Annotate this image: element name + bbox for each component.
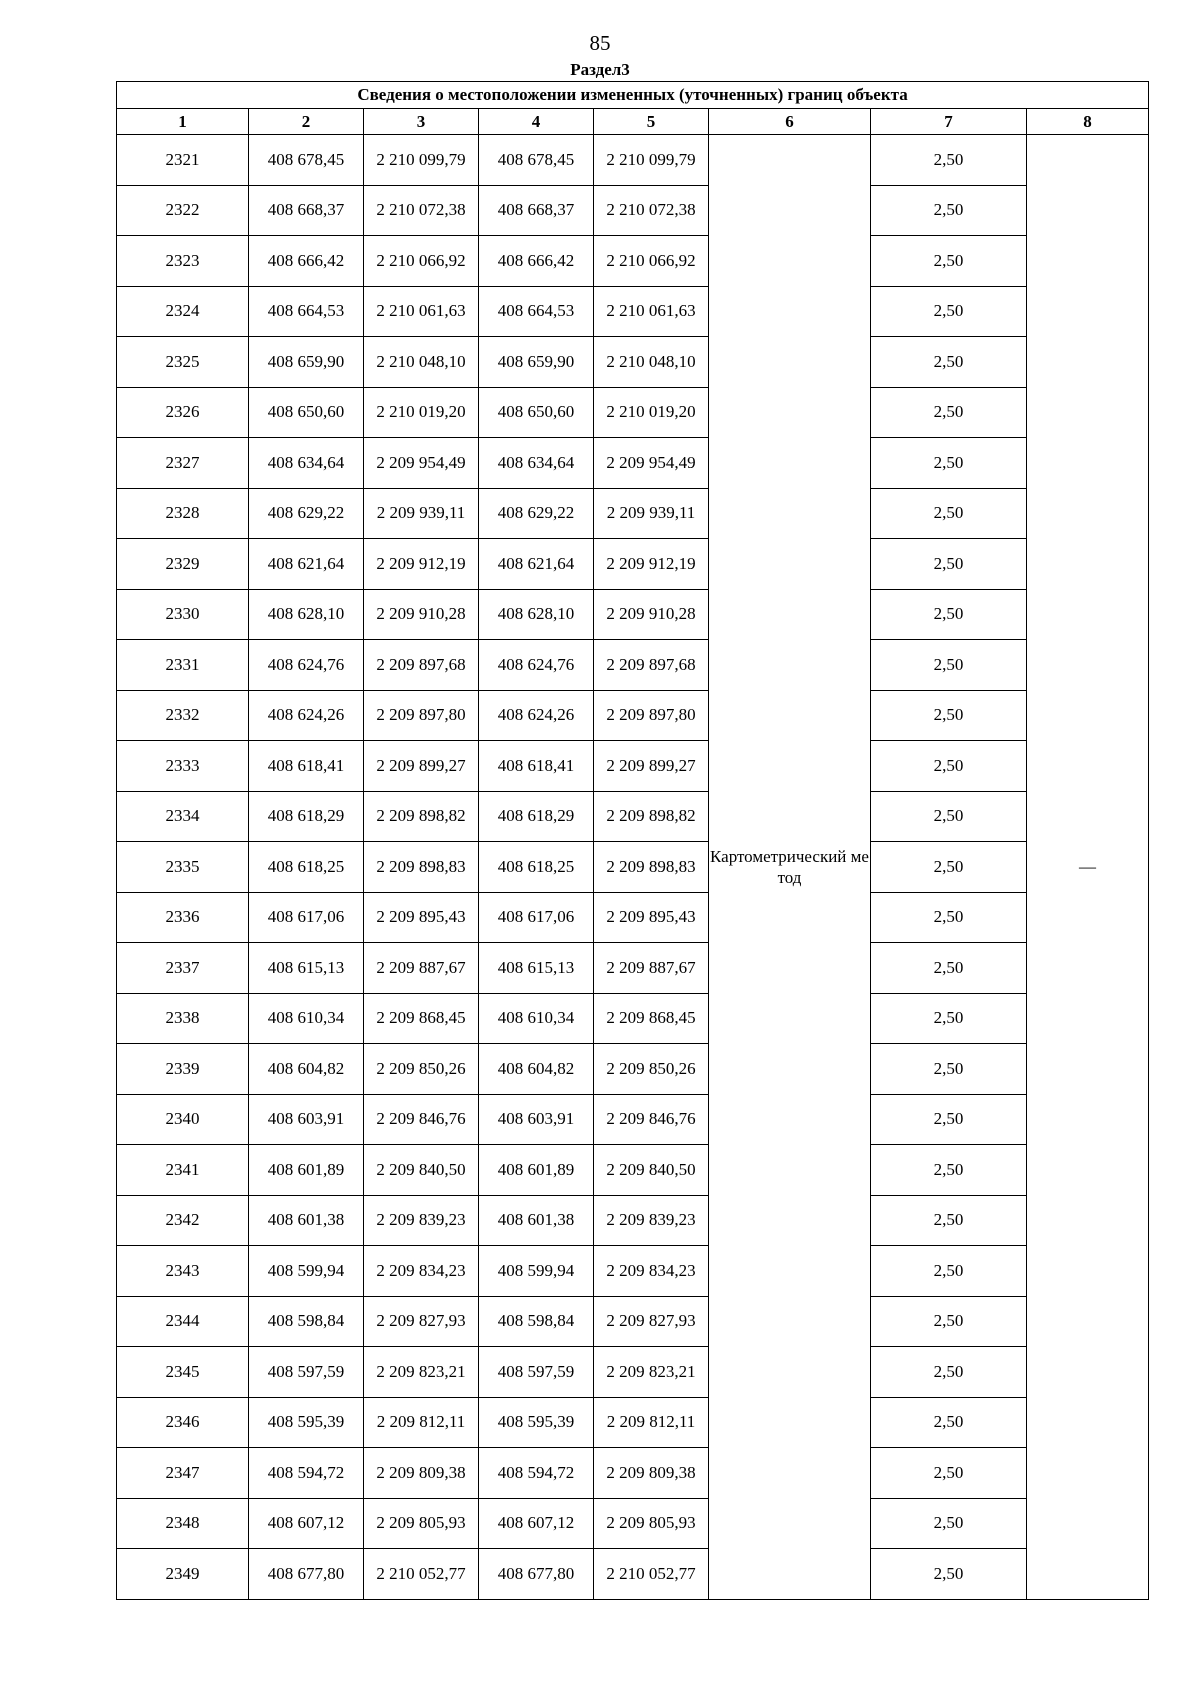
- table-row: [117, 1195, 1149, 1246]
- x-old-cell: 408 604,82: [249, 1044, 364, 1095]
- point-number-cell: 2324: [117, 286, 249, 337]
- x-old-cell: 408 668,37: [249, 185, 364, 236]
- x-old-cell: 408 595,39: [249, 1397, 364, 1448]
- x-old-cell: 408 601,89: [249, 1145, 364, 1196]
- column-header-3: 3: [364, 109, 479, 135]
- section-title: Раздел3: [570, 60, 630, 79]
- point-number-cell: 2335: [117, 842, 249, 893]
- accuracy-cell: 2,50: [871, 943, 1027, 994]
- x-new-cell: 408 621,64: [479, 539, 594, 590]
- accuracy-cell: 2,50: [871, 337, 1027, 388]
- accuracy-cell: 2,50: [871, 236, 1027, 287]
- y-old-cell: 2 209 898,82: [364, 791, 479, 842]
- x-old-cell: 408 603,91: [249, 1094, 364, 1145]
- accuracy-cell: 2,50: [871, 1195, 1027, 1246]
- x-new-cell: 408 601,38: [479, 1195, 594, 1246]
- page-number: 85: [589, 31, 611, 55]
- column-header-2: 2: [249, 109, 364, 135]
- table-row: [117, 741, 1149, 792]
- accuracy-cell: 2,50: [871, 286, 1027, 337]
- y-new-cell: 2 209 898,82: [594, 791, 709, 842]
- x-old-cell: 408 659,90: [249, 337, 364, 388]
- accuracy-cell: 2,50: [871, 539, 1027, 590]
- x-new-cell: 408 615,13: [479, 943, 594, 994]
- x-new-cell: 408 604,82: [479, 1044, 594, 1095]
- x-new-cell: 408 666,42: [479, 236, 594, 287]
- y-new-cell: 2 210 066,92: [594, 236, 709, 287]
- table-row: [117, 640, 1149, 691]
- x-old-cell: 408 618,41: [249, 741, 364, 792]
- table-row: [117, 438, 1149, 489]
- x-old-cell: 408 599,94: [249, 1246, 364, 1297]
- y-new-cell: 2 210 072,38: [594, 185, 709, 236]
- y-new-cell: 2 209 823,21: [594, 1347, 709, 1398]
- accuracy-cell: 2,50: [871, 892, 1027, 943]
- column-header-7: 7: [871, 109, 1027, 135]
- point-number-cell: 2341: [117, 1145, 249, 1196]
- x-new-cell: 408 617,06: [479, 892, 594, 943]
- table-row: [117, 1296, 1149, 1347]
- point-number-cell: 2328: [117, 488, 249, 539]
- x-old-cell: 408 601,38: [249, 1195, 364, 1246]
- y-old-cell: 2 209 868,45: [364, 993, 479, 1044]
- y-new-cell: 2 209 839,23: [594, 1195, 709, 1246]
- y-old-cell: 2 209 850,26: [364, 1044, 479, 1095]
- x-new-cell: 408 603,91: [479, 1094, 594, 1145]
- y-old-cell: 2 210 048,10: [364, 337, 479, 388]
- y-new-cell: 2 209 812,11: [594, 1397, 709, 1448]
- accuracy-cell: 2,50: [871, 741, 1027, 792]
- method-cell: Картометрический метод: [709, 135, 871, 1600]
- y-old-cell: 2 209 805,93: [364, 1498, 479, 1549]
- table-row: [117, 387, 1149, 438]
- y-old-cell: 2 209 899,27: [364, 741, 479, 792]
- y-old-cell: 2 209 823,21: [364, 1347, 479, 1398]
- accuracy-cell: 2,50: [871, 640, 1027, 691]
- x-old-cell: 408 634,64: [249, 438, 364, 489]
- table-row: [117, 1094, 1149, 1145]
- table-body: [117, 135, 1149, 1600]
- x-old-cell: 408 594,72: [249, 1448, 364, 1499]
- table-row: [117, 1145, 1149, 1196]
- x-new-cell: 408 597,59: [479, 1347, 594, 1398]
- x-new-cell: 408 618,29: [479, 791, 594, 842]
- accuracy-cell: 2,50: [871, 1397, 1027, 1448]
- point-number-cell: 2336: [117, 892, 249, 943]
- x-new-cell: 408 634,64: [479, 438, 594, 489]
- x-old-cell: 408 677,80: [249, 1549, 364, 1600]
- point-number-cell: 2332: [117, 690, 249, 741]
- table-row: [117, 488, 1149, 539]
- x-old-cell: 408 615,13: [249, 943, 364, 994]
- x-old-cell: 408 621,64: [249, 539, 364, 590]
- point-number-cell: 2323: [117, 236, 249, 287]
- y-old-cell: 2 209 897,80: [364, 690, 479, 741]
- table-row: [117, 842, 1149, 893]
- accuracy-cell: 2,50: [871, 1044, 1027, 1095]
- column-header-6: 6: [709, 109, 871, 135]
- x-old-cell: 408 597,59: [249, 1347, 364, 1398]
- table-row: [117, 690, 1149, 741]
- table-row: [117, 185, 1149, 236]
- x-old-cell: 408 617,06: [249, 892, 364, 943]
- accuracy-cell: 2,50: [871, 1296, 1027, 1347]
- x-new-cell: 408 624,76: [479, 640, 594, 691]
- accuracy-cell: 2,50: [871, 1145, 1027, 1196]
- point-number-cell: 2331: [117, 640, 249, 691]
- x-old-cell: 408 629,22: [249, 488, 364, 539]
- x-new-cell: 408 610,34: [479, 993, 594, 1044]
- accuracy-cell: 2,50: [871, 791, 1027, 842]
- x-new-cell: 408 618,25: [479, 842, 594, 893]
- accuracy-cell: 2,50: [871, 1246, 1027, 1297]
- x-new-cell: 408 601,89: [479, 1145, 594, 1196]
- table-row: [117, 539, 1149, 590]
- point-number-cell: 2342: [117, 1195, 249, 1246]
- x-new-cell: 408 599,94: [479, 1246, 594, 1297]
- accuracy-cell: 2,50: [871, 1094, 1027, 1145]
- x-old-cell: 408 618,25: [249, 842, 364, 893]
- table-row: [117, 1549, 1149, 1600]
- column-header-8: 8: [1027, 109, 1149, 135]
- y-old-cell: 2 210 099,79: [364, 135, 479, 186]
- y-new-cell: 2 209 827,93: [594, 1296, 709, 1347]
- x-old-cell: 408 624,76: [249, 640, 364, 691]
- point-number-cell: 2339: [117, 1044, 249, 1095]
- x-old-cell: 408 618,29: [249, 791, 364, 842]
- table-row: [117, 1498, 1149, 1549]
- point-number-cell: 2340: [117, 1094, 249, 1145]
- y-old-cell: 2 209 895,43: [364, 892, 479, 943]
- table-row: [117, 589, 1149, 640]
- point-number-cell: 2337: [117, 943, 249, 994]
- y-new-cell: 2 209 897,80: [594, 690, 709, 741]
- table-row: [117, 337, 1149, 388]
- x-new-cell: 408 594,72: [479, 1448, 594, 1499]
- y-new-cell: 2 209 954,49: [594, 438, 709, 489]
- point-number-cell: 2346: [117, 1397, 249, 1448]
- point-number-cell: 2349: [117, 1549, 249, 1600]
- accuracy-cell: 2,50: [871, 993, 1027, 1044]
- table-row: [117, 892, 1149, 943]
- x-old-cell: 408 666,42: [249, 236, 364, 287]
- y-new-cell: 2 210 019,20: [594, 387, 709, 438]
- x-old-cell: 408 598,84: [249, 1296, 364, 1347]
- y-new-cell: 2 209 846,76: [594, 1094, 709, 1145]
- accuracy-cell: 2,50: [871, 842, 1027, 893]
- point-number-cell: 2333: [117, 741, 249, 792]
- y-new-cell: 2 209 939,11: [594, 488, 709, 539]
- point-number-cell: 2326: [117, 387, 249, 438]
- x-new-cell: 408 595,39: [479, 1397, 594, 1448]
- y-new-cell: 2 209 887,67: [594, 943, 709, 994]
- accuracy-cell: 2,50: [871, 690, 1027, 741]
- accuracy-cell: 2,50: [871, 1448, 1027, 1499]
- table-caption-row: [117, 82, 1149, 109]
- y-old-cell: 2 210 019,20: [364, 387, 479, 438]
- x-new-cell: 408 629,22: [479, 488, 594, 539]
- point-number-cell: 2322: [117, 185, 249, 236]
- table-row: [117, 943, 1149, 994]
- y-new-cell: 2 209 910,28: [594, 589, 709, 640]
- y-old-cell: 2 210 066,92: [364, 236, 479, 287]
- x-new-cell: 408 618,41: [479, 741, 594, 792]
- y-new-cell: 2 209 899,27: [594, 741, 709, 792]
- x-old-cell: 408 650,60: [249, 387, 364, 438]
- table-row: [117, 993, 1149, 1044]
- y-new-cell: 2 209 840,50: [594, 1145, 709, 1196]
- y-old-cell: 2 209 887,67: [364, 943, 479, 994]
- table-row: [117, 1448, 1149, 1499]
- point-number-cell: 2321: [117, 135, 249, 186]
- y-new-cell: 2 210 099,79: [594, 135, 709, 186]
- y-old-cell: 2 209 910,28: [364, 589, 479, 640]
- point-number-cell: 2334: [117, 791, 249, 842]
- column-header-5: 5: [594, 109, 709, 135]
- y-old-cell: 2 209 812,11: [364, 1397, 479, 1448]
- y-old-cell: 2 209 846,76: [364, 1094, 479, 1145]
- column8-cell: —: [1027, 135, 1149, 1600]
- table-row: [117, 286, 1149, 337]
- accuracy-cell: 2,50: [871, 387, 1027, 438]
- accuracy-cell: 2,50: [871, 589, 1027, 640]
- y-new-cell: 2 209 897,68: [594, 640, 709, 691]
- x-old-cell: 408 607,12: [249, 1498, 364, 1549]
- accuracy-cell: 2,50: [871, 1549, 1027, 1600]
- table-row: [117, 236, 1149, 287]
- x-old-cell: 408 624,26: [249, 690, 364, 741]
- x-new-cell: 408 664,53: [479, 286, 594, 337]
- y-old-cell: 2 209 839,23: [364, 1195, 479, 1246]
- y-old-cell: 2 209 897,68: [364, 640, 479, 691]
- column-header-1: 1: [117, 109, 249, 135]
- y-new-cell: 2 209 834,23: [594, 1246, 709, 1297]
- y-old-cell: 2 209 840,50: [364, 1145, 479, 1196]
- accuracy-cell: 2,50: [871, 1347, 1027, 1398]
- y-new-cell: 2 209 895,43: [594, 892, 709, 943]
- point-number-cell: 2325: [117, 337, 249, 388]
- point-number-cell: 2338: [117, 993, 249, 1044]
- table-caption: Сведения о местоположении измененных (уточненных) границ объекта: [117, 82, 1149, 109]
- table-row: [117, 791, 1149, 842]
- accuracy-cell: 2,50: [871, 1498, 1027, 1549]
- y-old-cell: 2 209 809,38: [364, 1448, 479, 1499]
- y-old-cell: 2 209 898,83: [364, 842, 479, 893]
- x-old-cell: 408 664,53: [249, 286, 364, 337]
- table-row: [117, 1397, 1149, 1448]
- y-old-cell: 2 209 834,23: [364, 1246, 479, 1297]
- point-number-cell: 2347: [117, 1448, 249, 1499]
- coordinates-table: [116, 81, 1149, 1600]
- y-new-cell: 2 209 809,38: [594, 1448, 709, 1499]
- column-header-4: 4: [479, 109, 594, 135]
- y-old-cell: 2 209 939,11: [364, 488, 479, 539]
- table-row: [117, 1044, 1149, 1095]
- y-old-cell: 2 209 912,19: [364, 539, 479, 590]
- point-number-cell: 2330: [117, 589, 249, 640]
- point-number-cell: 2329: [117, 539, 249, 590]
- y-old-cell: 2 209 827,93: [364, 1296, 479, 1347]
- accuracy-cell: 2,50: [871, 185, 1027, 236]
- table-header-row: [117, 109, 1149, 135]
- x-new-cell: 408 677,80: [479, 1549, 594, 1600]
- x-new-cell: 408 607,12: [479, 1498, 594, 1549]
- y-old-cell: 2 209 954,49: [364, 438, 479, 489]
- point-number-cell: 2345: [117, 1347, 249, 1398]
- x-new-cell: 408 650,60: [479, 387, 594, 438]
- table-row: [117, 1347, 1149, 1398]
- point-number-cell: 2343: [117, 1246, 249, 1297]
- point-number-cell: 2348: [117, 1498, 249, 1549]
- y-new-cell: 2 209 912,19: [594, 539, 709, 590]
- y-new-cell: 2 209 868,45: [594, 993, 709, 1044]
- y-new-cell: 2 209 898,83: [594, 842, 709, 893]
- y-new-cell: 2 209 850,26: [594, 1044, 709, 1095]
- x-old-cell: 408 610,34: [249, 993, 364, 1044]
- y-old-cell: 2 210 072,38: [364, 185, 479, 236]
- x-new-cell: 408 668,37: [479, 185, 594, 236]
- accuracy-cell: 2,50: [871, 488, 1027, 539]
- x-new-cell: 408 659,90: [479, 337, 594, 388]
- y-new-cell: 2 210 048,10: [594, 337, 709, 388]
- y-new-cell: 2 210 052,77: [594, 1549, 709, 1600]
- accuracy-cell: 2,50: [871, 135, 1027, 186]
- x-new-cell: 408 678,45: [479, 135, 594, 186]
- y-new-cell: 2 210 061,63: [594, 286, 709, 337]
- table-row: [117, 1246, 1149, 1297]
- x-new-cell: 408 598,84: [479, 1296, 594, 1347]
- y-old-cell: 2 210 061,63: [364, 286, 479, 337]
- y-old-cell: 2 210 052,77: [364, 1549, 479, 1600]
- point-number-cell: 2327: [117, 438, 249, 489]
- x-old-cell: 408 628,10: [249, 589, 364, 640]
- table-row: [117, 135, 1149, 186]
- y-new-cell: 2 209 805,93: [594, 1498, 709, 1549]
- x-new-cell: 408 624,26: [479, 690, 594, 741]
- point-number-cell: 2344: [117, 1296, 249, 1347]
- x-old-cell: 408 678,45: [249, 135, 364, 186]
- accuracy-cell: 2,50: [871, 438, 1027, 489]
- x-new-cell: 408 628,10: [479, 589, 594, 640]
